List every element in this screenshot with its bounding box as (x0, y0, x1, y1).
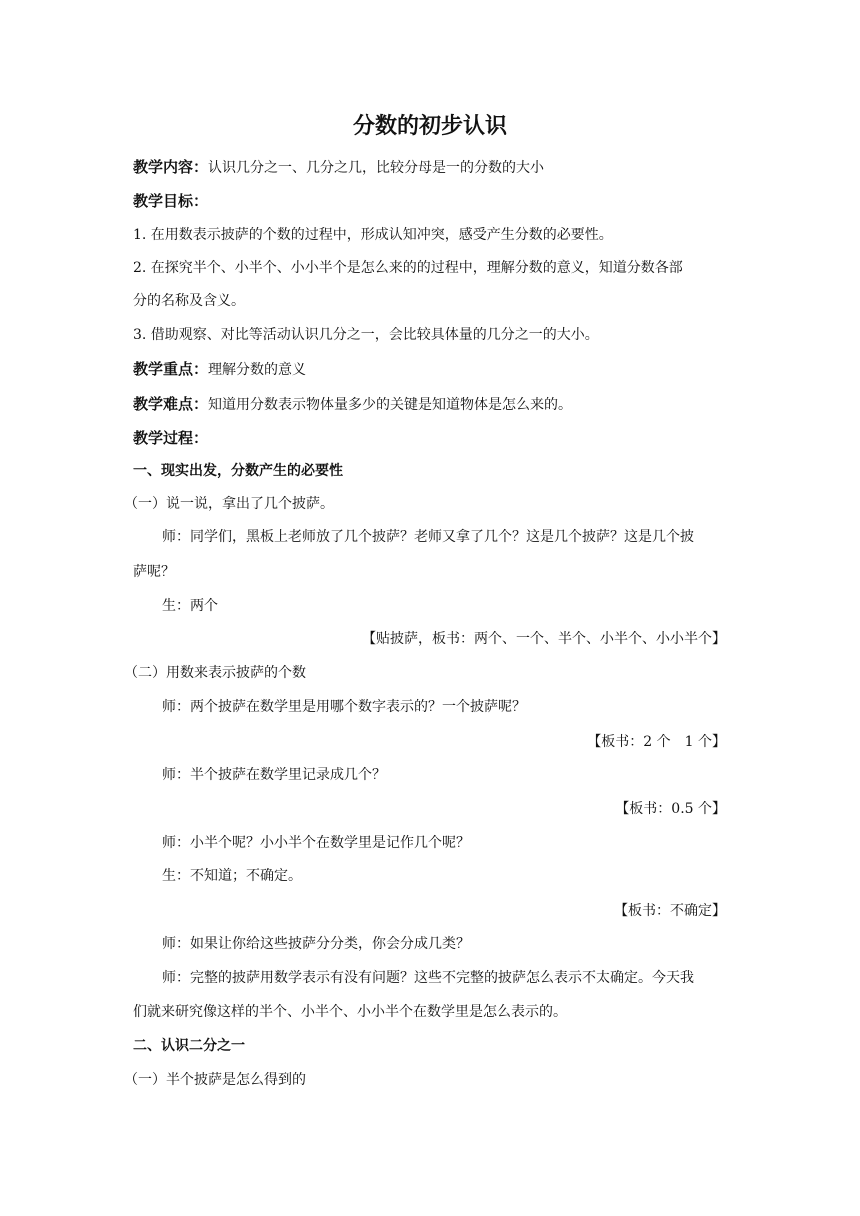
teaching-content (133, 157, 544, 178)
teacher-line-5: 师：如果让你给这些披萨分分类，你会分成几类？ (162, 936, 470, 952)
teacher-line-6-cont: 们就来研究像这样的半个、小半个、小小半个在数学里是怎么表示的。 (133, 1004, 567, 1020)
section-1-sub-2: （二）用数来表示披萨的个数 (124, 665, 306, 681)
board-note-1: 【贴披萨，板书：两个、一个、半个、小半个、小小半个】 (362, 631, 726, 647)
teacher-line-1: 师：同学们，黑板上老师放了几个披萨？老师又拿了几个？这是几个披萨？这是几个披 (162, 529, 694, 545)
goal-item-2: 2. 在探究半个、小半个、小小半个是怎么来的的过程中，理解分数的意义，知道分数各部 (133, 260, 683, 276)
student-line-2: 生：不知道；不确定。 (162, 868, 302, 884)
section-2-heading: 二、认识二分之一 (133, 1038, 245, 1054)
teaching-goals-label: 教学目标： (133, 192, 209, 210)
teaching-content-label: 教学内容： (133, 158, 209, 176)
goal-item-3: 3. 借助观察、对比等活动认识几分之一，会比较具体量的几分之一的大小。 (133, 327, 599, 343)
key-point-label: 教学重点： (133, 360, 209, 378)
section-1-sub-1: （一）说一说，拿出了几个披萨。 (124, 496, 334, 512)
section-2-sub-1: （一）半个披萨是怎么得到的 (124, 1072, 306, 1088)
goal-item-1: 1. 在用数表示披萨的个数的过程中，形成认知冲突，感受产生分数的必要性。 (133, 227, 613, 243)
teacher-line-4: 师：小半个呢？小小半个在数学里是记作几个呢？ (162, 835, 470, 851)
board-note-3: 【板书：0.5 个】 (615, 801, 726, 817)
section-1-heading: 一、现实出发，分数产生的必要性 (133, 463, 343, 479)
key-point (133, 359, 306, 380)
board-note-2: 【板书：2 个 1 个】 (587, 734, 726, 750)
difficulty (133, 394, 572, 415)
board-note-4: 【板书：不确定】 (614, 903, 726, 919)
page-title: 分数的初步认识 (352, 114, 507, 139)
teacher-line-3: 师：半个披萨在数学里记录成几个？ (162, 767, 386, 783)
process-label: 教学过程： (133, 429, 209, 447)
student-line-1: 生：两个 (162, 598, 218, 614)
key-point-text: 理解分数的意义 (208, 362, 307, 378)
teacher-line-2: 师：两个披萨在数学里是用哪个数字表示的？一个披萨呢？ (162, 699, 526, 715)
teacher-line-6: 师：完整的披萨用数学表示有没有问题？这些不完整的披萨怎么表示不太确定。今天我 (162, 970, 694, 986)
teaching-content-text: 认识几分之一、几分之几，比较分母是一的分数的大小 (208, 160, 545, 176)
goal-item-2-cont: 分的名称及含义。 (133, 293, 245, 309)
difficulty-label: 教学难点： (133, 395, 209, 413)
difficulty-text: 知道用分数表示物体量多少的关键是知道物体是怎么来的。 (208, 397, 573, 413)
teacher-line-1-cont: 萨呢？ (133, 564, 175, 580)
